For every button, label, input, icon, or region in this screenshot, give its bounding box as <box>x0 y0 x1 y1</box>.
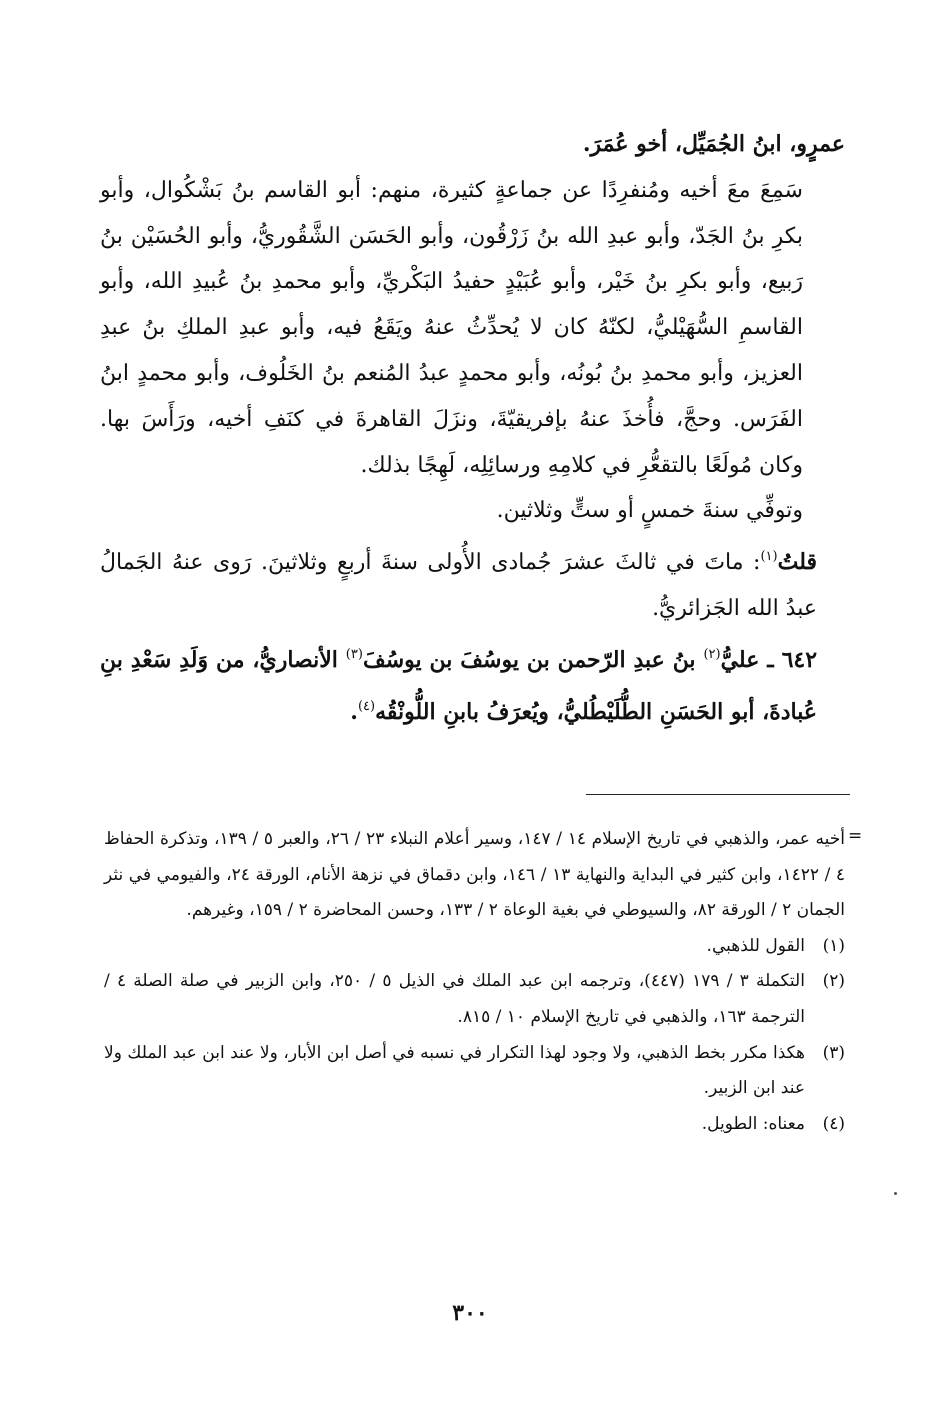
main-text <box>100 122 845 735</box>
entry-end: . <box>350 698 358 725</box>
entry-name-part1: بنُ عبدِ الرّحمن بن يوسُفَ بن يوسُفَ <box>362 646 704 673</box>
paragraph-teachers: سَمِعَ معَ أخيه ومُنفرِدًا عن جماعةٍ كثيرة، منهم: أبو القاسم بنُ بَشْكُوال، وأبو بكرِ بنُ الجَدّ، وأبو عبدِ الله بنُ زَرْقُون، وأبو الحَسَن الشَّقُوريُّ، وأبو الحُسَيْن بنُ رَبيع، وأبو بكرِ بنُ خَيْر، وأبو عُبَيْدٍ حفيدُ البَكْريِّ، وأبو محمدِ بنُ عُبيدِ الله، وأبو القاسمِ السُّهَيْليُّ، لكنّهُ كان لا يُحدِّثُ عنهُ ويَقَعُ فيه، وأبو عبدِ الملكِ بنُ عبدِ العزيز، وأبو محمدِ بنُ بُونُه، وأبو محمدٍ عبدُ المُنعم بنُ الخَلُوف، وأبو محمدٍ ابنُ الفَرَس. وحجَّ، فأُخذَ عنهُ بإفريقيّةَ، ونزَلَ القاهرةَ في كنَفِ أخيه، ورَأَسَ بها. وكان مُولَعًا بالتقعُّرِ في كلامِهِ ورسائِلِه، لَهِجًا بذلك. <box>100 177 803 478</box>
footnote-text: التكملة ٣ / ١٧٩ (٤٤٧)، وترجمه ابن عبد الملك في الذيل ٥ / ٢٥٠، وابن الزبير في صلة الصلة ٤ / الترجمة ١٦٣، والذهبي في تاريخ الإسلام ١٠ / ٨١٥. <box>104 971 805 1027</box>
footnotes <box>104 822 845 1142</box>
heading-line: عمرٍو، ابنُ الجُمَيِّل، أخو عُمَرَ. <box>582 131 845 157</box>
entry-name-part2: الأنصاريُّ، من وَلَدِ سَعْدِ بنِ عُبادةَ، أبو الحَسَنِ الطُّلَيْطُليُّ، ويُعرَفُ بابنِ اللُّونْقُه <box>100 646 817 725</box>
footnote-item <box>104 964 845 1035</box>
footnote-number: (٤) <box>822 1113 845 1134</box>
footnote-ref-3: (٣) <box>345 646 363 662</box>
footnote-text: هكذا مكرر بخط الذهبي، ولا وجود لهذا التكرار في نسبه في أصل ابن الأبار، ولا عند ابن عبد الملك ولا عند ابن الزبير. <box>104 1042 805 1099</box>
entry-heading <box>100 632 845 736</box>
footnote-number: (٣) <box>822 1042 845 1063</box>
footnote-ref-4: (٤) <box>357 698 376 714</box>
entry-number: ٦٤٢ ـ عليُّ <box>720 646 818 673</box>
paragraph-note <box>100 534 845 632</box>
footnote-item <box>104 929 845 965</box>
note-label: قلتُ <box>777 549 817 576</box>
footnote-continuation: أخيه عمر، والذهبي في تاريخ الإسلام ١٤ / ١٤٧، وسير أعلام النبلاء ٢٣ / ٢٦، والعبر ٥ / ١٣٩، وتذكرة الحفاظ ٤ / ١٤٢٢، وابن كثير في البداية والنهاية ١٣ / ١٤٦، وابن دقماق في نزهة الأنام، الورقة ٢٤، والفيومي في نثر الجمان ٢ / الورقة ٨٢، والسيوطي في بغية الوعاة ٢ / ١٣٣، وحسن المحاضرة ٢ / ١٥٩، وغيرهم. <box>104 829 845 921</box>
footnote-ref-2: (٢) <box>703 646 721 662</box>
scan-speck <box>894 1192 897 1195</box>
page-number: ٣٠٠ <box>452 1300 488 1326</box>
footnote-ref-1: (١) <box>760 549 778 565</box>
continuation-mark: = <box>848 826 863 846</box>
footnote-number: (٢) <box>822 971 845 992</box>
footnote-item <box>104 1036 845 1107</box>
footnote-text: القول للذهبي. <box>706 935 805 956</box>
footnote-separator <box>586 794 850 795</box>
note-text: : ماتَ في ثالثَ عشرَ جُمادى الأُولى سنةَ أربعٍ وثلاثينَ. رَوى عنهُ الجَمالُ عبدُ الله الجَزائريُّ. <box>100 550 817 621</box>
footnote-text: معناه: الطويل. <box>701 1113 805 1134</box>
footnote-number: (١) <box>822 935 845 956</box>
footnote-item <box>104 1107 845 1143</box>
paragraph-death: وتوفِّي سنةَ خمسٍ أو ستٍّ وثلاثين. <box>496 498 803 524</box>
